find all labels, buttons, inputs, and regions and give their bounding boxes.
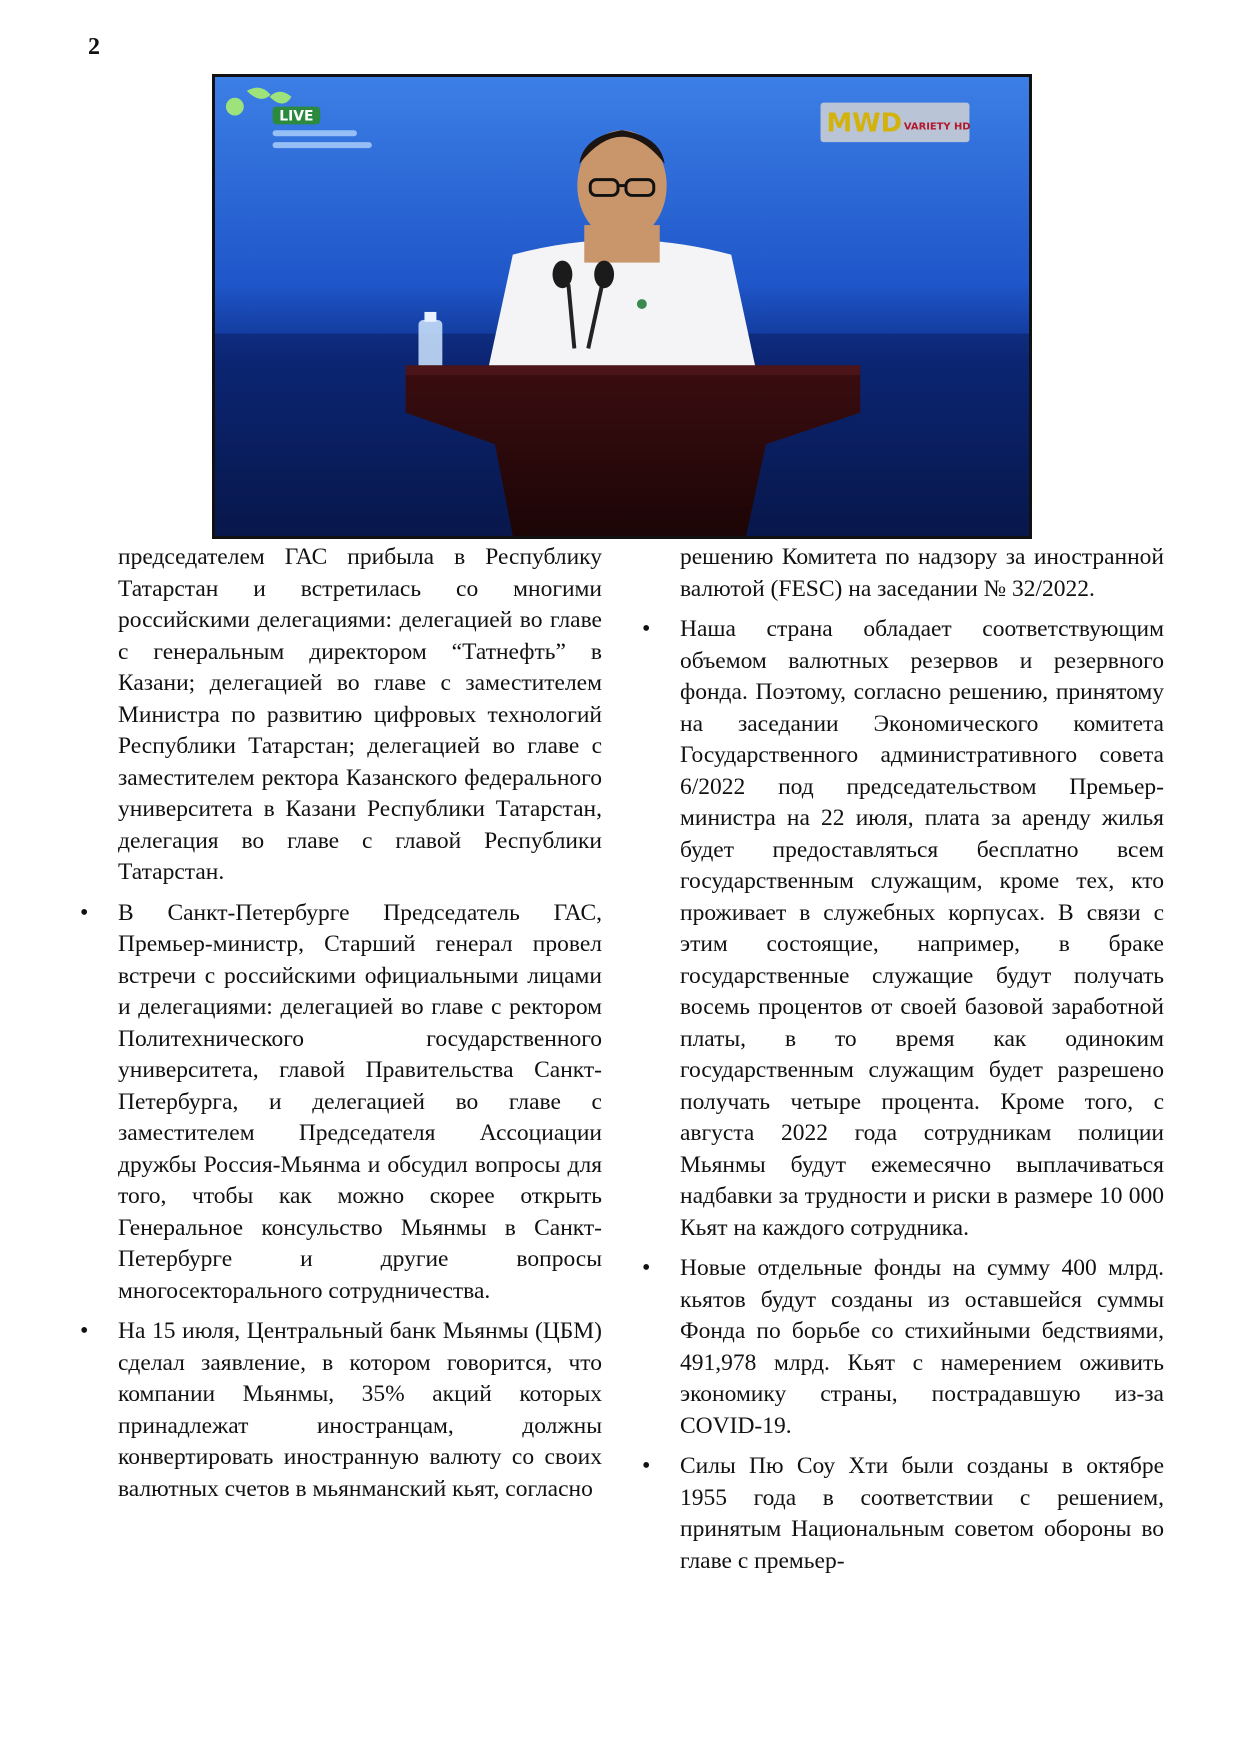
list-item: • Силы Пю Соу Хти были созданы в октябре 1955 года в соответствии с решением, принятым Национальным советом обороны во главе с премьер- [680, 1451, 1164, 1577]
live-label: LIVE [279, 108, 314, 125]
water-bottle [419, 312, 443, 371]
variety-label: VARIETY HD [903, 121, 971, 133]
list-item: • Новые отдельные фонды на сумму 400 млрд. кьятов будут созданы из оставшейся суммы Фонда по борьбе со стихийными бедствиями, 491,978 млрд. Кьят с намерением оживить экономику страны, пострадавшую из-за COVID-19. [680, 1253, 1164, 1442]
speaker-photo-illustration [215, 77, 1029, 536]
right-bullet-list [680, 614, 1164, 1577]
right-column [680, 542, 1164, 1577]
page-number: 2 [88, 34, 100, 60]
left-bullet-list [118, 898, 602, 1506]
left-column [118, 542, 602, 1505]
right-continuation-paragraph: решению Комитета по надзору за иностранной валютой (FESC) на заседании № 32/2022. [680, 544, 1164, 602]
list-item: • Наша страна обладает соответствующим объемом валютных резервов и резервного фонда. Поэтому, согласно решению, принятому на заседании Экономического комитета Государственного административного совета 6/2022 под председательством Премьер-министра на 22 июля, плата за аренду жилья будет предоставляться бесплатно всем государственным служащим, кроме тех, кто проживает в служебных корпусах. В связи с этим состоящие, например, в браке государственные служащие будут получать восемь процентов от своей базовой заработной платы, в то время как одиноким государственным служащим будет разрешено получать четыре процента. Кроме того, с августа 2022 года сотрудникам полиции Мьянмы будут ежемесячно выплачиваться надбавки за трудности и риски в размере 10 000 Кьят на каждого сотрудника. [680, 614, 1164, 1244]
mwd-label: MWD [826, 108, 903, 139]
channel-logo-right [821, 103, 971, 142]
speaker-photo [212, 74, 1032, 539]
list-item: • В Санкт-Петербурге Председатель ГАС, Премьер-министр, Старший генерал провел встречи с российскими официальными лицами и делегациями: делегацией во главе с ректором Политехнического государственного университета, главой Правительства Санкт-Петербурга, и делегацией во главе с заместителем Председателя Ассоциации дружбы Россия-Мьянма и обсудил вопросы для того, чтобы как можно скорее открыть Генеральное консульство Мьянмы в Санкт-Петербурге и другие вопросы многосекторального сотрудничества. [118, 898, 602, 1308]
list-item: • На 15 июля, Центральный банк Мьянмы (ЦБМ) сделал заявление, в котором говорится, что компании Мьянмы, 35% акций которых принадлежат иностранцам, должны конвертировать иностранную валюту со своих валютных счетов в мьянманский кьят, согласно [118, 1316, 602, 1505]
left-continuation-paragraph: председателем ГАС прибыла в Республику Татарстан и встретилась со многими российскими делегациями: делегацией во главе с генеральным директором “Татнефть” в Казани; делегацией во главе с заместителем Министра по развитию цифровых технологий Республики Татарстан; делегацией во главе с заместителем ректора Казанского федерального университета в Казани Республики Татарстан, делегация во главе с главой Республики Татарстан. [118, 544, 602, 885]
